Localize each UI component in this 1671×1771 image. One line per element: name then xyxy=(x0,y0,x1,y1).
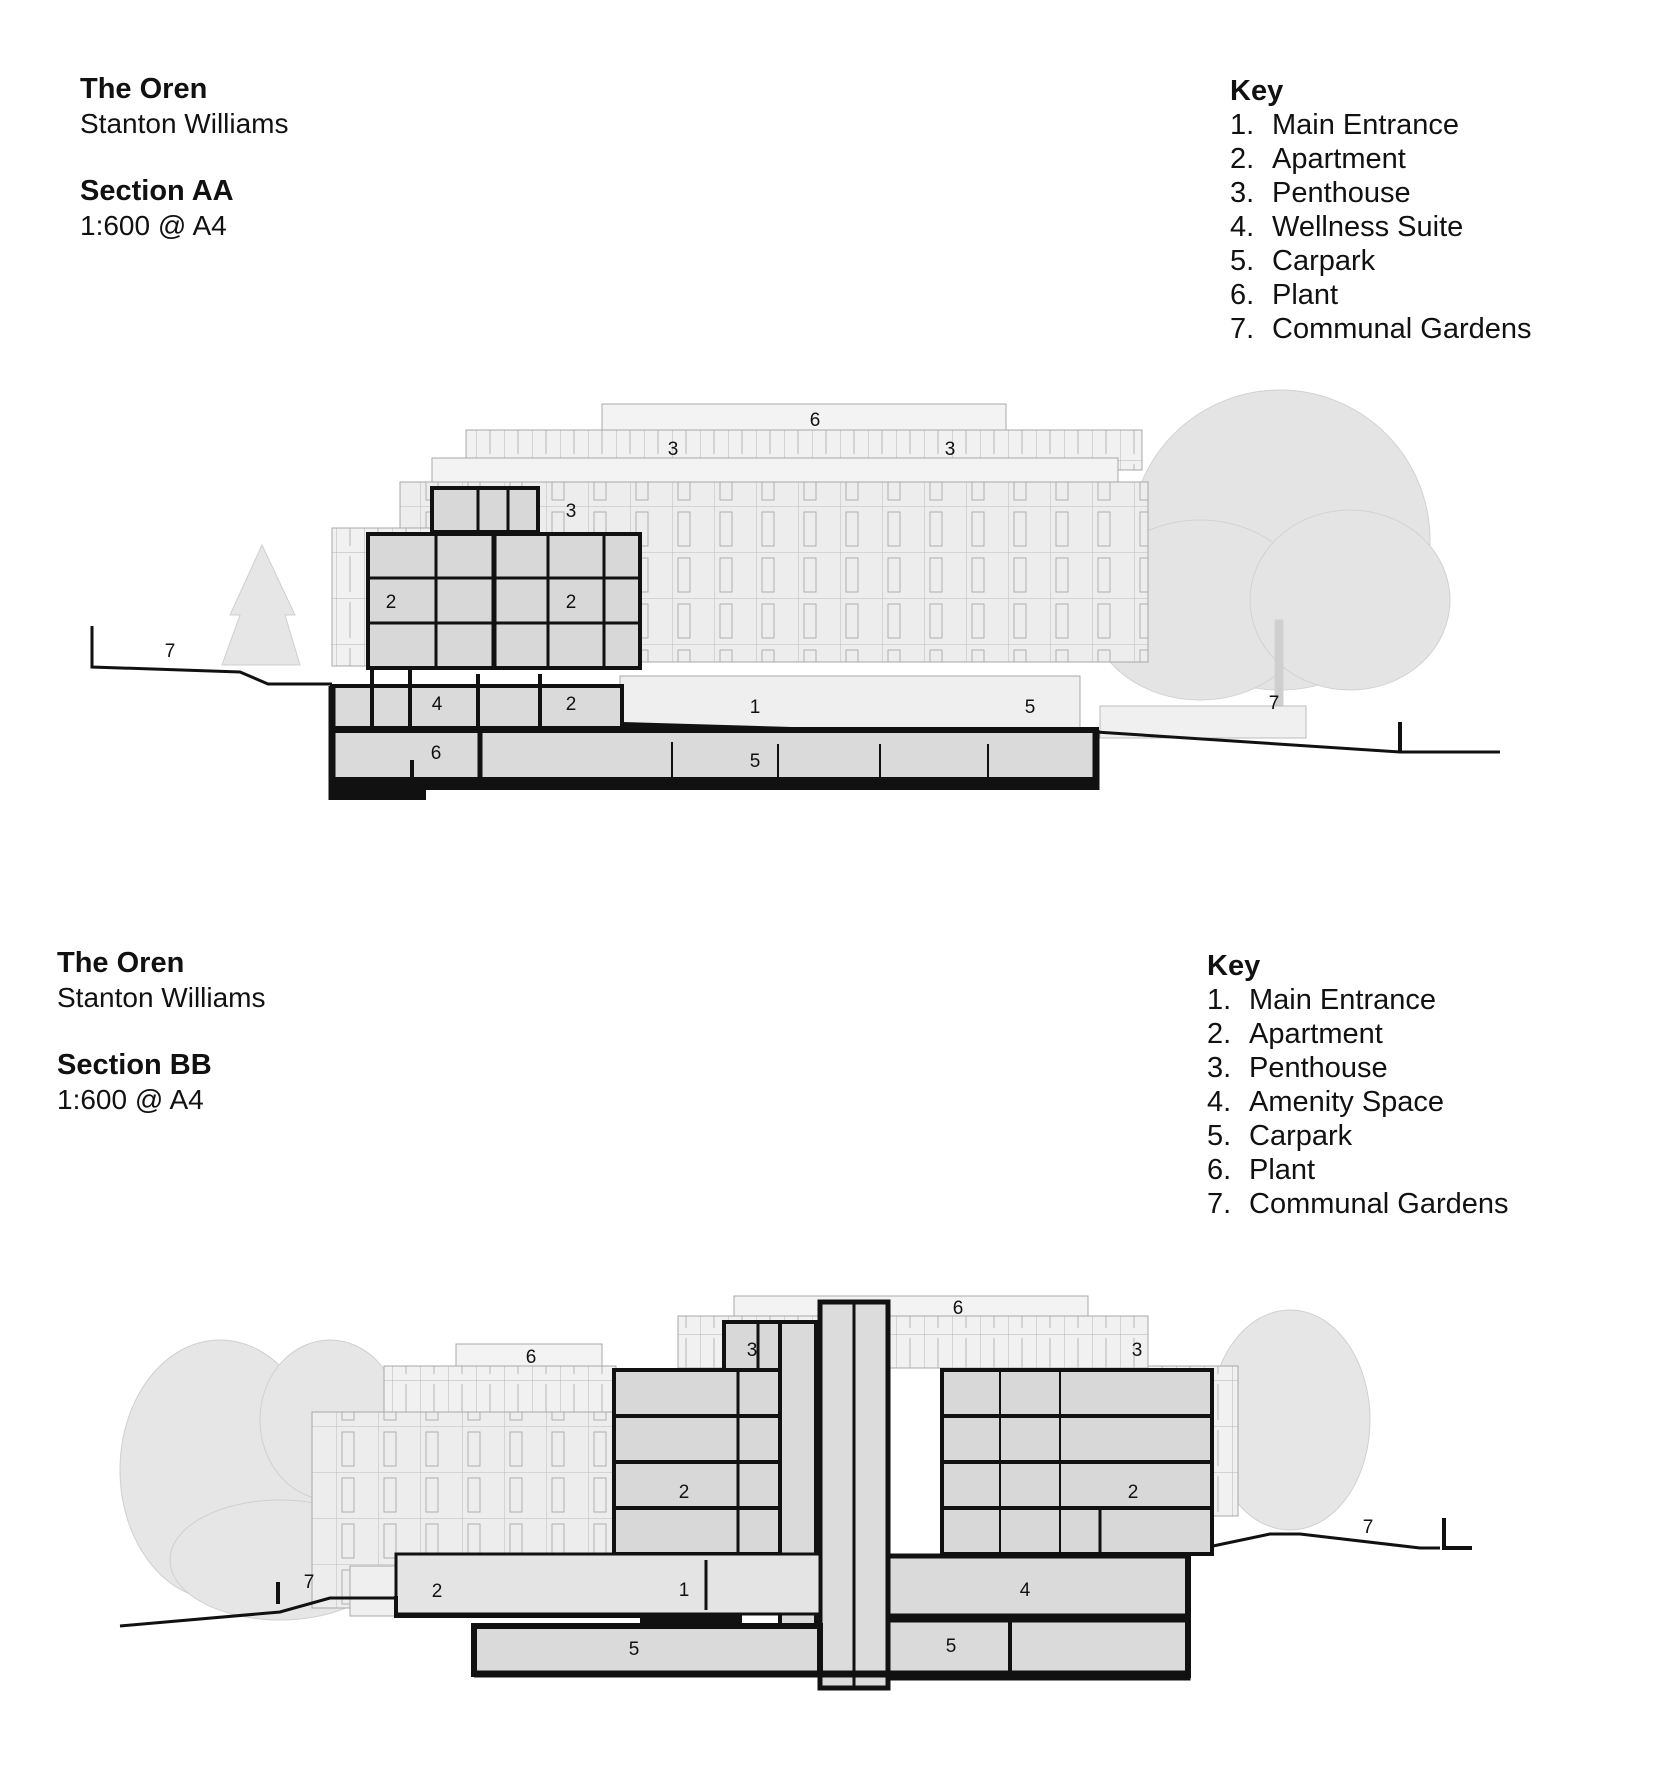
key-label: Communal Gardens xyxy=(1272,313,1532,345)
label-apartment: 2 xyxy=(678,1482,690,1504)
label-carpark: 5 xyxy=(628,1639,640,1661)
key-label: Amenity Space xyxy=(1249,1086,1445,1118)
label-penthouse: 3 xyxy=(1131,1340,1143,1362)
project-title: The Oren xyxy=(57,947,185,979)
label-main-entrance: 1 xyxy=(678,1580,690,1602)
label-penthouse: 3 xyxy=(746,1340,758,1362)
key-label: Wellness Suite xyxy=(1272,211,1464,243)
label-apartment: 2 xyxy=(1127,1482,1139,1504)
label-plant: 6 xyxy=(952,1298,964,1320)
label-penthouse: 3 xyxy=(565,501,577,523)
label-communal-gardens: 7 xyxy=(1268,693,1280,715)
label-carpark: 5 xyxy=(945,1636,957,1658)
key-label: Main Entrance xyxy=(1249,984,1436,1016)
key-number: 1. xyxy=(1230,109,1255,141)
label-communal-gardens: 7 xyxy=(1362,1517,1374,1539)
key-number: 4. xyxy=(1230,211,1255,243)
key-title: Key xyxy=(1207,950,1261,982)
drawing-scale: 1:600 @ A4 xyxy=(57,1084,204,1116)
label-plant: 6 xyxy=(525,1347,537,1369)
key-label: Main Entrance xyxy=(1272,109,1459,141)
key-number: 7. xyxy=(1207,1188,1232,1220)
key-number: 6. xyxy=(1207,1154,1232,1186)
section-bb-drawing xyxy=(120,1296,1472,1688)
project-title: The Oren xyxy=(80,73,208,105)
key-label: Plant xyxy=(1272,279,1339,311)
label-apartment: 2 xyxy=(431,1581,443,1603)
bb-right-apartments xyxy=(942,1370,1212,1554)
label-communal-gardens: 7 xyxy=(164,641,176,663)
label-wellness-suite: 4 xyxy=(431,694,443,716)
label-apartment: 2 xyxy=(565,694,577,716)
label-carpark: 5 xyxy=(1024,697,1036,719)
label-penthouse: 3 xyxy=(667,439,679,461)
key-number: 3. xyxy=(1230,177,1255,209)
key-number: 3. xyxy=(1207,1052,1232,1084)
label-plant: 6 xyxy=(809,410,821,432)
key-label: Penthouse xyxy=(1249,1052,1388,1084)
key-label: Apartment xyxy=(1249,1018,1383,1050)
key-label: Communal Gardens xyxy=(1249,1188,1509,1220)
section-title: Section AA xyxy=(80,175,234,208)
label-amenity-space: 4 xyxy=(1019,1580,1031,1602)
label-apartment: 2 xyxy=(565,592,577,614)
key-number: 4. xyxy=(1207,1086,1232,1118)
key-number: 2. xyxy=(1230,143,1255,175)
key-number: 6. xyxy=(1230,279,1255,311)
key-number: 5. xyxy=(1230,245,1255,277)
label-carpark: 5 xyxy=(749,751,761,773)
section-aa-drawing xyxy=(92,390,1500,800)
key-number: 5. xyxy=(1207,1120,1232,1152)
key-number: 1. xyxy=(1207,984,1232,1016)
tree-icon xyxy=(222,545,300,665)
key-number: 7. xyxy=(1230,313,1255,345)
label-apartment: 2 xyxy=(385,592,397,614)
key-label: Plant xyxy=(1249,1154,1316,1186)
label-penthouse: 3 xyxy=(944,439,956,461)
label-plant: 6 xyxy=(430,743,442,765)
key-number: 2. xyxy=(1207,1018,1232,1050)
label-communal-gardens: 7 xyxy=(303,1572,315,1594)
key-label: Penthouse xyxy=(1272,177,1411,209)
architect-name: Stanton Williams xyxy=(80,107,289,139)
drawing-scale: 1:600 @ A4 xyxy=(80,210,227,242)
key-label: Carpark xyxy=(1249,1120,1353,1152)
section-title: Section BB xyxy=(57,1049,212,1082)
key-label: Apartment xyxy=(1272,143,1406,175)
key-label: Carpark xyxy=(1272,245,1376,277)
label-main-entrance: 1 xyxy=(749,697,761,719)
architect-name: Stanton Williams xyxy=(57,981,266,1013)
key-title: Key xyxy=(1230,75,1284,107)
